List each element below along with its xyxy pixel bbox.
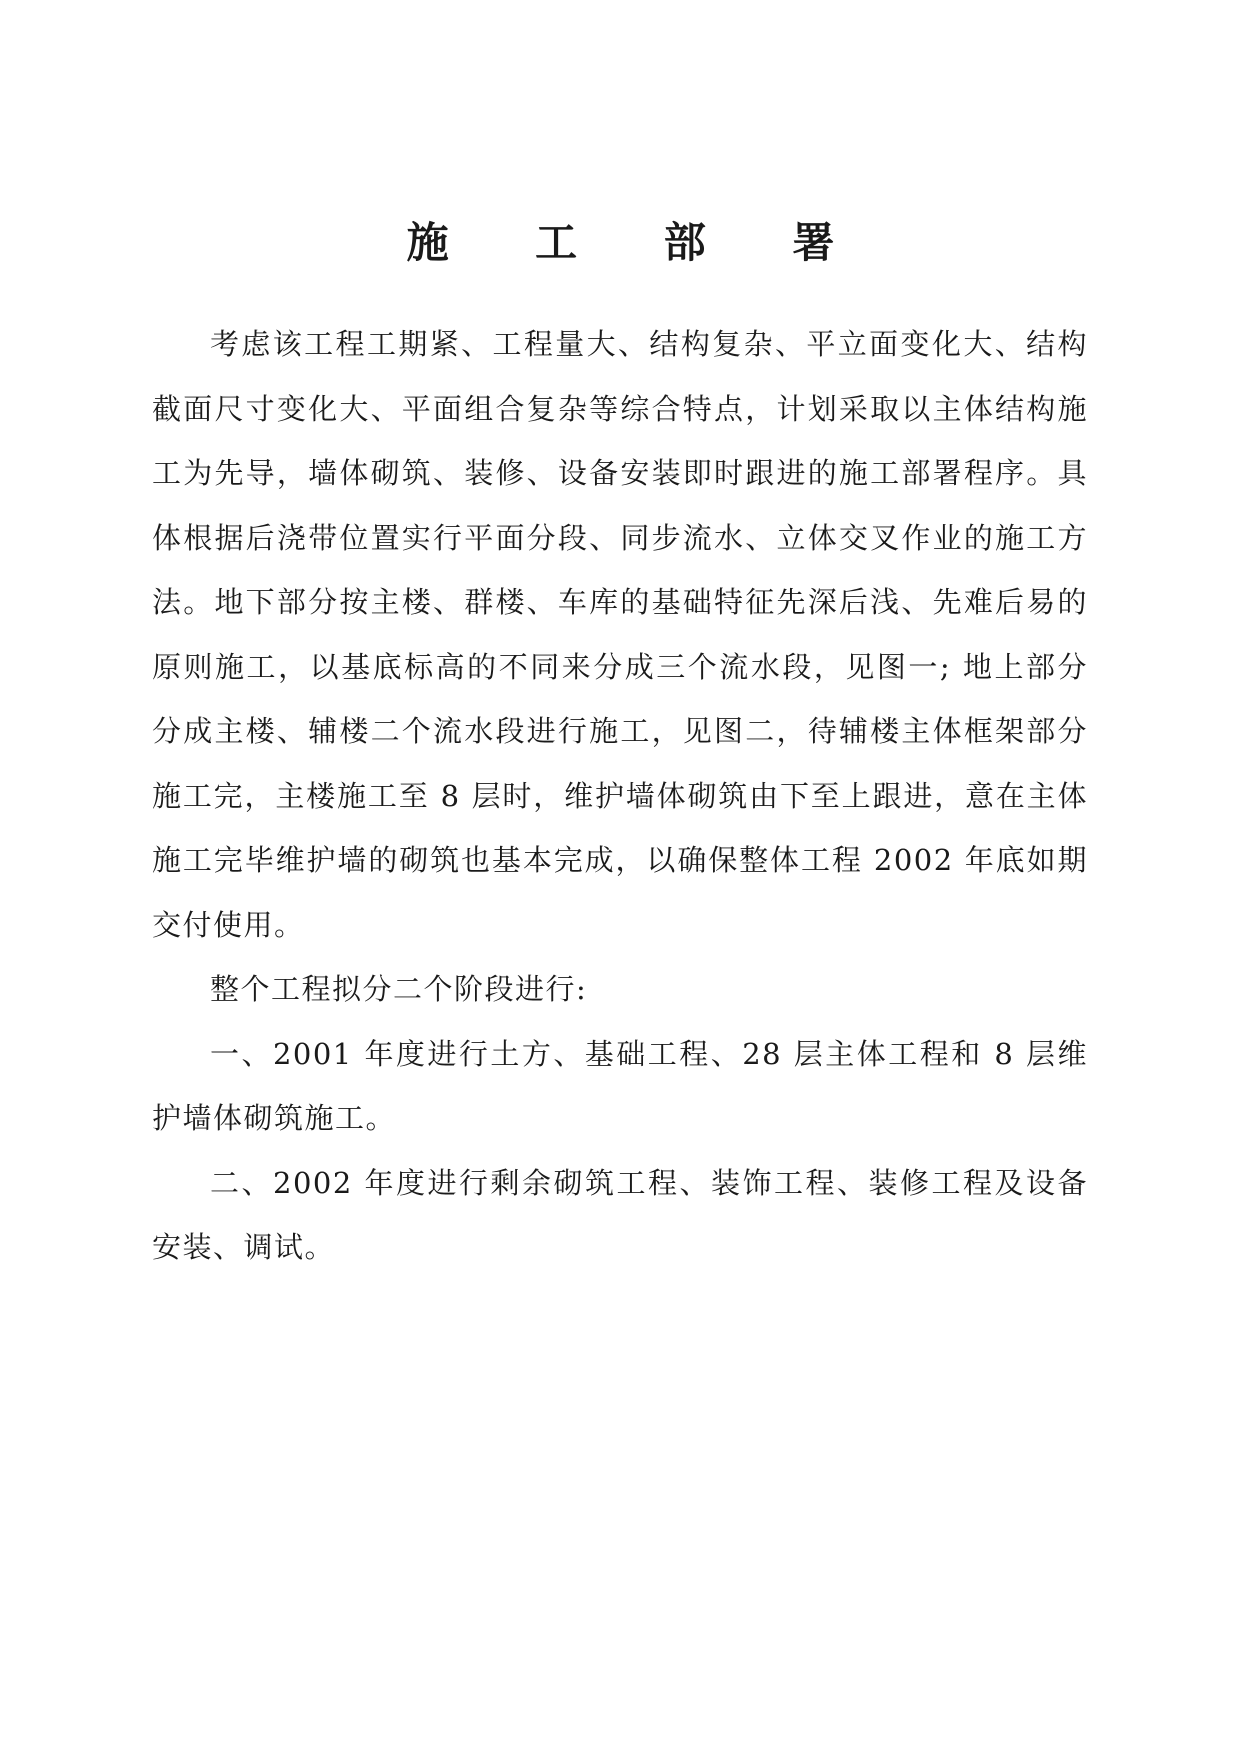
paragraph-phases-intro: 整个工程拟分二个阶段进行: <box>210 972 588 1006</box>
document-body <box>152 312 1088 1280</box>
paragraph-phase-one: 一、2001 年度进行土方、基础工程、28 层主体工程和 8 层维护墙体砌筑施工。 <box>152 1036 1088 1135</box>
paragraph-deployment-overview: 考虑该工程工期紧、工程量大、结构复杂、平立面变化大、结构截面尺寸变化大、平面组合复杂等综合特点，计划采取以主体结构施工为先导，墙体砌筑、装修、设备安装即时跟进的施工部署程序。具体根据后浇带位置实行平面分段、同步流水、立体交叉作业的施工方法。地下部分按主楼、群楼、车库的基础特征先深后浅、先难后易的原则施工，以基底标高的不同来分成三个流水段，见图一; 地上部分分成主楼、辅楼二个流水段进行施工，见图二，待辅楼主体框架部分施工完，主楼施工至 8 层时，维护墙体砌筑由下至上跟进，意在主体施工完毕维护墙的砌筑也基本完成，以确保整体工程 2002 年底如期交付使用。 <box>152 327 1088 942</box>
paragraph-phase-two: 二、2002 年度进行剩余砌筑工程、装饰工程、装修工程及设备安装、调试。 <box>152 1165 1088 1264</box>
document-title: 施 工 部 署 <box>406 218 871 267</box>
